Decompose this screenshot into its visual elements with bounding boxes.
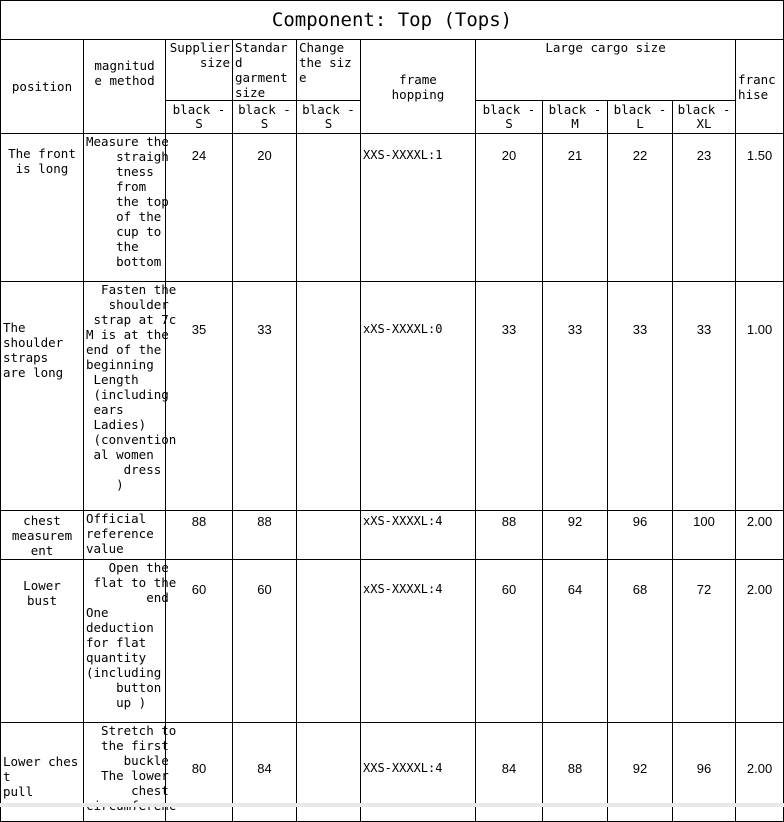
row-position: Lower bust	[1, 560, 84, 723]
header-standard-size-label: Standard garment size	[235, 40, 288, 100]
cell-franchise: 1.00	[736, 282, 784, 511]
subheader-size-xl-label: black - XL	[677, 102, 731, 131]
subheader-size-l-label: black - L	[613, 102, 667, 131]
table-row	[1, 560, 784, 723]
cell-frame: XXS-XXXXL:4	[361, 723, 476, 822]
row-method: Stretch to the first buckle The lower chest	[84, 723, 166, 822]
cell-size-xl: 96	[673, 723, 736, 822]
cell-change	[297, 134, 361, 282]
cell-size-s: 20	[476, 134, 543, 282]
row-method: Fasten the shoulder strap at 7c M is at the end of the beginning Length (including ears Ladies) (convention al women dress )	[84, 282, 166, 511]
cell-size-m: 21	[543, 134, 608, 282]
cell-franchise: 1.50	[736, 134, 784, 282]
header-large-cargo-size-label: Large cargo size	[545, 40, 666, 55]
cell-size-l: 68	[608, 560, 673, 723]
header-position-label: position	[11, 79, 73, 94]
subheader-size-m	[543, 101, 608, 134]
cell-supplier: 24	[166, 134, 233, 282]
cell-size-xl: 33	[673, 282, 736, 511]
cell-size-l: 96	[608, 511, 673, 560]
cell-standard: 20	[233, 134, 297, 282]
header-supplier-size-label: Supplier size	[169, 40, 230, 70]
header-supplier-size	[166, 40, 233, 101]
subheader-change	[297, 101, 361, 134]
cell-size-l: 92	[608, 723, 673, 822]
header-large-cargo-size	[476, 40, 736, 101]
header-position	[1, 40, 84, 134]
subheader-supplier-label: black - S	[172, 102, 226, 131]
header-frame-hopping	[361, 40, 476, 134]
size-spec-table	[0, 39, 784, 822]
cell-franchise: 2.00	[736, 511, 784, 560]
table-row	[1, 134, 784, 282]
table-row	[1, 282, 784, 511]
cell-size-m: 64	[543, 560, 608, 723]
cell-size-l: 33	[608, 282, 673, 511]
cell-standard: 33	[233, 282, 297, 511]
cell-size-m: 33	[543, 282, 608, 511]
cell-standard: 84	[233, 723, 297, 822]
cell-size-s: 84	[476, 723, 543, 822]
subheader-size-l	[608, 101, 673, 134]
subheader-size-xl	[673, 101, 736, 134]
row-position: chest measurem ent	[1, 511, 84, 560]
row-method: Measure the straigh tness from the top of the cup to the bottom	[84, 134, 166, 282]
cell-frame: XXS-XXXXL:1	[361, 134, 476, 282]
cell-size-s: 33	[476, 282, 543, 511]
cell-change	[297, 560, 361, 723]
cell-frame: xXS-XXXXL:4	[361, 511, 476, 560]
table-row	[1, 511, 784, 560]
row-position: The shoulder straps are long	[1, 282, 84, 511]
page-title: Component: Top (Tops)	[0, 0, 784, 40]
header-method	[84, 40, 166, 134]
header-frame-hopping-label: frame hopping	[391, 71, 445, 102]
cell-size-l: 22	[608, 134, 673, 282]
cell-franchise: 2.00	[736, 723, 784, 822]
cell-supplier: 35	[166, 282, 233, 511]
header-change-size	[297, 40, 361, 101]
cell-frame: xXS-XXXXL:0	[361, 282, 476, 511]
header-franchise	[736, 40, 784, 134]
cell-change	[297, 282, 361, 511]
cell-frame: xXS-XXXXL:4	[361, 560, 476, 723]
row-method: Official reference value	[84, 511, 166, 560]
cell-standard: 88	[233, 511, 297, 560]
subheader-standard	[233, 101, 297, 134]
subheader-size-s	[476, 101, 543, 134]
cell-supplier: 80	[166, 723, 233, 822]
cell-size-s: 60	[476, 560, 543, 723]
header-standard-size	[233, 40, 297, 101]
subheader-supplier	[166, 101, 233, 134]
subheader-size-m-label: black - M	[548, 102, 602, 131]
cell-standard: 60	[233, 560, 297, 723]
cell-change	[297, 511, 361, 560]
cell-size-m: 92	[543, 511, 608, 560]
cell-franchise: 2.00	[736, 560, 784, 723]
header-franchise-label: franc hise	[738, 71, 776, 102]
cell-size-m: 88	[543, 723, 608, 822]
subheader-standard-label: black - S	[238, 102, 291, 131]
header-method-label: magnitud e method	[94, 58, 155, 88]
header-change-size-label: Change the size	[299, 40, 352, 85]
subheader-change-label: black - S	[302, 102, 355, 131]
cell-size-xl: 72	[673, 560, 736, 723]
subheader-size-s-label: black - S	[482, 102, 536, 131]
header-row	[1, 40, 784, 101]
cell-supplier: 88	[166, 511, 233, 560]
row-position: Lower chest pull	[1, 723, 84, 822]
cell-size-xl: 23	[673, 134, 736, 282]
cell-supplier: 60	[166, 560, 233, 723]
row-position: The front is long	[1, 134, 84, 282]
row-method: Open the flat to the end One deduction for flat quantity (including button up )	[84, 560, 166, 723]
cell-size-xl: 100	[673, 511, 736, 560]
cell-size-s: 88	[476, 511, 543, 560]
page-bottom-edge	[0, 803, 784, 807]
